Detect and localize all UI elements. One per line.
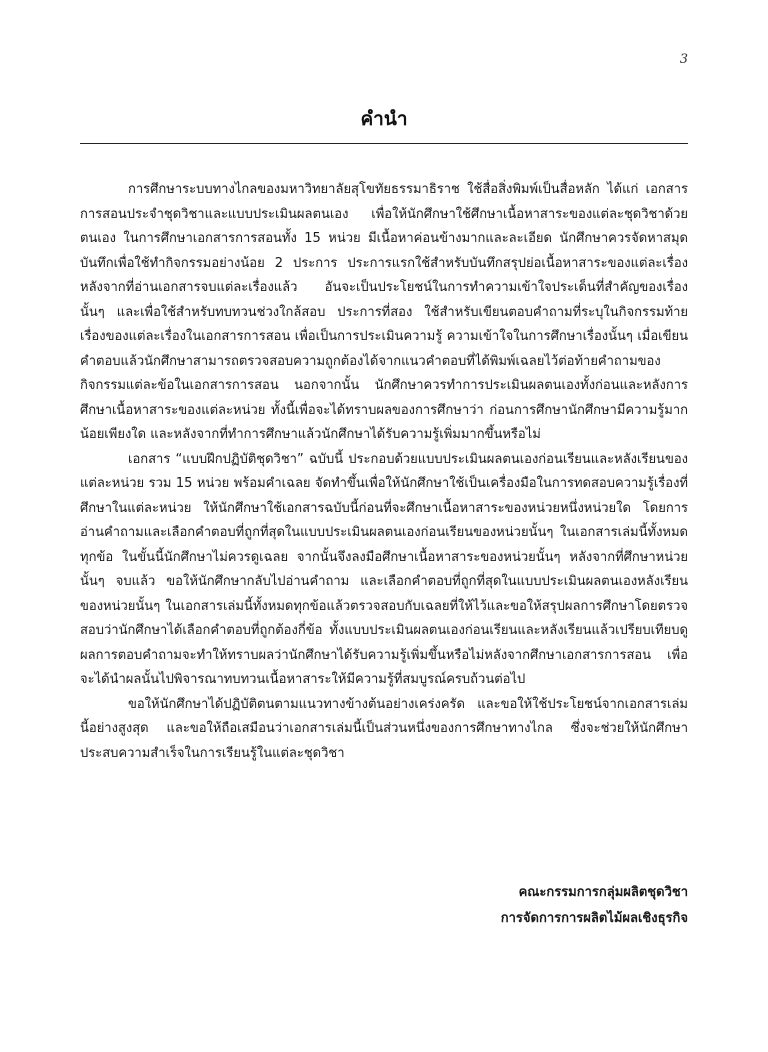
preface-body bbox=[80, 178, 688, 766]
page-number: 3 bbox=[679, 52, 688, 67]
signature-committee: คณะกรรมการกลุ่มผลิตชุดวิชา bbox=[518, 885, 688, 900]
paragraph-2: เอกสาร “แบบฝึกปฏิบัติชุดวิชา” ฉบับนี้ ประกอบด้วยแบบประเมินผลตนเองก่อนเรียนและหลังเรียนของแต่ละหน่วย รวม 15 หน่วย พร้อมคำเฉลย จัดทำขึ้นเพื่อให้นักศึกษาใช้เป็นเครื่องมือในการทดสอบความรู้เรื่องที่ศึกษาในแต่ละหน่วย ให้นักศึกษาใช้เอกสารฉบับนี้ก่อนที่จะศึกษาเนื้อหาสาระของหน่วยหนึ่งหน่วยใด โดยการอ่านคำถามและเลือกคำตอบที่ถูกที่สุดในแบบประเมินผลตนเองก่อนเรียนของหน่วยนั้นๆ ในเอกสารเล่มนี้ทั้งหมดทุกข้อ ในขั้นนี้นักศึกษาไม่ควรดูเฉลย จากนั้นจึงลงมือศึกษาเนื้อหาสาระของหน่วยนั้นๆ หลังจากที่ศึกษาหน่วยนั้นๆ จบแล้ว ขอให้นักศึกษากลับไปอ่านคำถาม และเลือกคำตอบที่ถูกที่สุดในแบบประเมินผลตนเองหลังเรียนของหน่วยนั้นๆ ในเอกสารเล่มนี้ทั้งหมดทุกข้อแล้วตรวจสอบกับเฉลยที่ให้ไว้และขอให้สรุปผลการศึกษาโดยตรวจสอบว่านักศึกษาได้เลือกคำตอบที่ถูกต้องกี่ข้อ ทั้งแบบประเมินผลตนเองก่อนเรียนและหลังเรียนแล้วเปรียบเทียบดูผลการตอบคำถามจะทำให้ทราบผลว่านักศึกษาได้รับความรู้เพิ่มขึ้นหรือไม่หลังจากศึกษาเอกสารการสอน เพื่อจะได้นำผลนั้นไปพิจารณาทบทวนเนื้อหาสาระให้มีความรู้ที่สมบูรณ์ครบถ้วนต่อไป bbox=[80, 451, 688, 687]
paragraph-3: ขอให้นักศึกษาได้ปฏิบัติตนตามแนวทางข้างต้นอย่างเคร่งครัด และขอให้ใช้ประโยชน์จากเอกสารเล่มนี้อย่างสูงสุด และขอให้ถือเสมือนว่าเอกสารเล่มนี้เป็นส่วนหนึ่งของการศึกษาทางไกล ซึ่งจะช่วยให้นักศึกษาประสบความสำเร็จในการเรียนรู้ในแต่ละชุดวิชา bbox=[80, 696, 688, 761]
paragraph-1: การศึกษาระบบทางไกลของมหาวิทยาลัยสุโขทัยธรรมาธิราช ใช้สื่อสิ่งพิมพ์เป็นสื่อหลัก ได้แก่ เอกสารการสอนประจำชุดวิชาและแบบประเมินผลตนเอง เพื่อให้นักศึกษาใช้ศึกษาเนื้อหาสาระของแต่ละชุดวิชาด้วยตนเอง ในการศึกษาเอกสารการสอนทั้ง 15 หน่วย มีเนื้อหาค่อนข้างมากและละเอียด นักศึกษาควรจัดหาสมุดบันทึกเพื่อใช้ทำกิจกรรมอย่างน้อย 2 ประการ ประการแรกใช้สำหรับบันทึกสรุปย่อเนื้อหาสาระของแต่ละเรื่อง หลังจากที่อ่านเอกสารจบแต่ละเรื่องแล้ว อันจะเป็นประโยชน์ในการทำความเข้าใจประเด็นที่สำคัญของเรื่องนั้นๆ และเพื่อใช้สำหรับทบทวนช่วงใกล้สอบ ประการที่สอง ใช้สำหรับเขียนตอบคำถามที่ระบุในกิจกรรมท้ายเรื่องของแต่ละเรื่องในเอกสารการสอน เพื่อเป็นการประเมินความรู้ ความเข้าใจในการศึกษาเรื่องนั้นๆ เมื่อเขียนคำตอบแล้วนักศึกษาสามารถตรวจสอบความถูกต้องได้จากแนวคำตอบที่ได้พิมพ์เฉลยไว้ต่อท้ายคำถามของกิจกรรมแต่ละข้อในเอกสารการสอน นอกจากนั้น นักศึกษาควรทำการประเมินผลตนเองทั้งก่อนและหลังการศึกษาเนื้อหาสาระของแต่ละหน่วย ทั้งนี้เพื่อจะได้ทราบผลของการศึกษาว่า ก่อนการศึกษานักศึกษามีความรู้มากน้อยเพียงใด และหลังจากที่ทำการศึกษาแล้วนักศึกษาได้รับความรู้เพิ่มมากขึ้นหรือไม่ bbox=[80, 182, 688, 442]
page-title: คำนำ bbox=[360, 108, 408, 130]
signature-course: การจัดการการผลิตไม้ผลเชิงธุรกิจ bbox=[500, 911, 688, 926]
signature-block bbox=[501, 880, 688, 932]
title-divider bbox=[80, 143, 688, 144]
